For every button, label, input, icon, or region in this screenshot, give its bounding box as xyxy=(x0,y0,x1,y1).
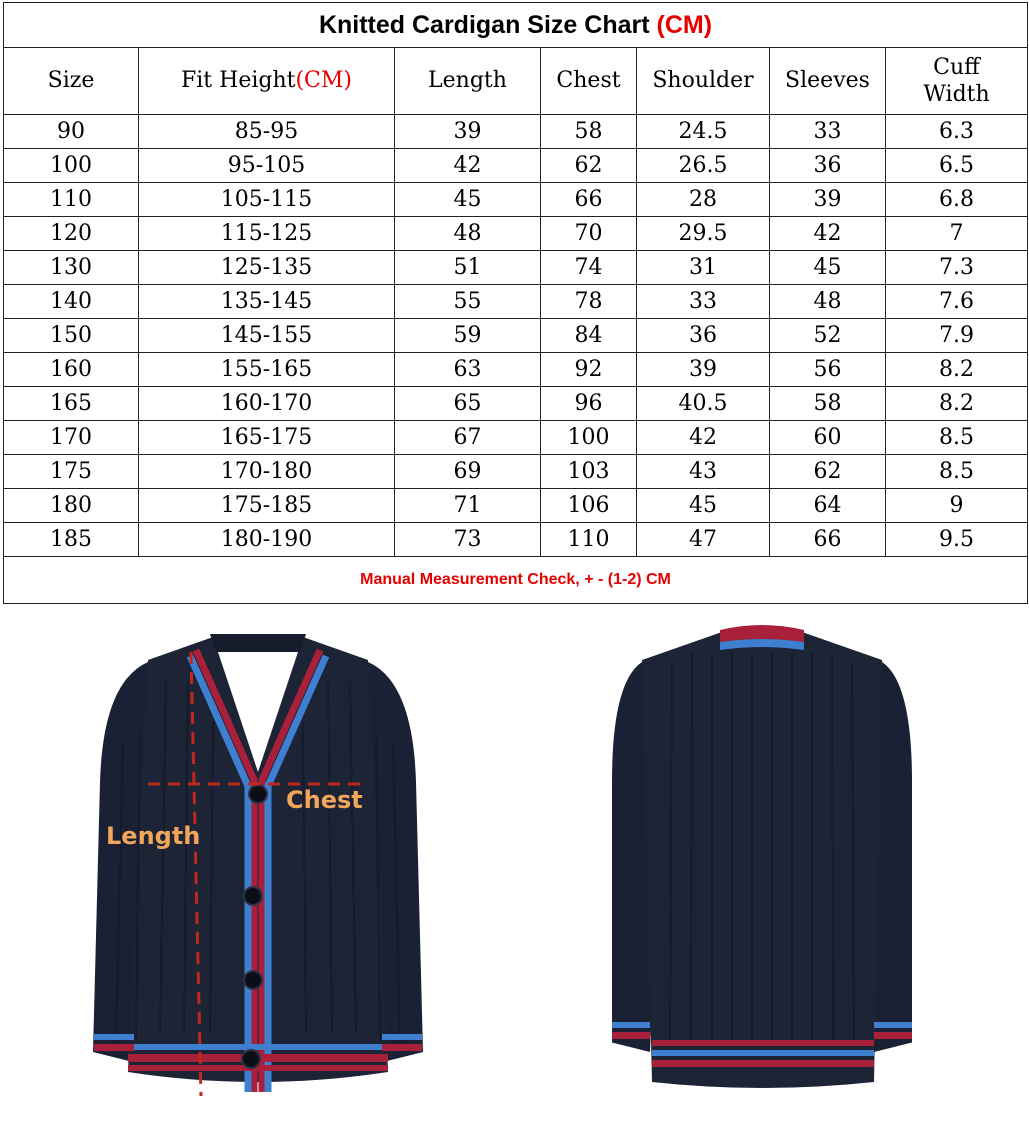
cell-length: 42 xyxy=(395,149,541,183)
cell-fit-height: 160-170 xyxy=(139,387,395,421)
cell-length: 65 xyxy=(395,387,541,421)
cell-shoulder: 24.5 xyxy=(637,115,770,149)
cell-shoulder: 40.5 xyxy=(637,387,770,421)
cell-chest: 96 xyxy=(541,387,637,421)
cell-fit-height: 105-115 xyxy=(139,183,395,217)
button-2 xyxy=(244,887,262,905)
cell-length: 59 xyxy=(395,319,541,353)
table-row xyxy=(4,251,1028,285)
cell-cuff-width: 8.5 xyxy=(886,455,1028,489)
cell-length: 55 xyxy=(395,285,541,319)
cell-shoulder: 43 xyxy=(637,455,770,489)
header-chest: Chest xyxy=(541,48,637,115)
cell-chest: 106 xyxy=(541,489,637,523)
table-row xyxy=(4,353,1028,387)
cell-size: 110 xyxy=(4,183,139,217)
cell-shoulder: 26.5 xyxy=(637,149,770,183)
table-row xyxy=(4,489,1028,523)
button-1 xyxy=(249,785,267,803)
header-fit-height-label: Fit Height xyxy=(181,68,296,94)
header-size: Size xyxy=(4,48,139,115)
table-row xyxy=(4,455,1028,489)
cell-cuff-width: 8.2 xyxy=(886,353,1028,387)
cell-shoulder: 39 xyxy=(637,353,770,387)
chest-label: Chest xyxy=(286,786,363,814)
chart-title-unit: (CM) xyxy=(656,10,713,39)
header-row xyxy=(4,48,1028,115)
cell-sleeves: 56 xyxy=(770,353,886,387)
cell-chest: 100 xyxy=(541,421,637,455)
header-cuff-width xyxy=(886,48,1028,115)
cell-fit-height: 135-145 xyxy=(139,285,395,319)
cell-cuff-width: 8.2 xyxy=(886,387,1028,421)
header-shoulder: Shoulder xyxy=(637,48,770,115)
size-chart-table xyxy=(3,2,1028,604)
cell-cuff-width: 8.5 xyxy=(886,421,1028,455)
length-label: Length xyxy=(106,822,201,850)
header-fit-height-unit: (CM) xyxy=(295,68,352,94)
cell-length: 45 xyxy=(395,183,541,217)
cell-size: 150 xyxy=(4,319,139,353)
cell-chest: 78 xyxy=(541,285,637,319)
table-row xyxy=(4,183,1028,217)
cell-cuff-width: 7.3 xyxy=(886,251,1028,285)
cell-sleeves: 66 xyxy=(770,523,886,557)
cell-fit-height: 115-125 xyxy=(139,217,395,251)
cell-sleeves: 45 xyxy=(770,251,886,285)
cell-shoulder: 29.5 xyxy=(637,217,770,251)
cardigan-front-photo xyxy=(88,622,428,1102)
cell-length: 51 xyxy=(395,251,541,285)
cell-sleeves: 52 xyxy=(770,319,886,353)
cardigan-back-photo xyxy=(612,622,912,1102)
cell-chest: 66 xyxy=(541,183,637,217)
cell-length: 71 xyxy=(395,489,541,523)
cell-chest: 110 xyxy=(541,523,637,557)
cell-fit-height: 165-175 xyxy=(139,421,395,455)
cell-fit-height: 95-105 xyxy=(139,149,395,183)
cell-size: 160 xyxy=(4,353,139,387)
cell-chest: 70 xyxy=(541,217,637,251)
cell-cuff-width: 9.5 xyxy=(886,523,1028,557)
cell-fit-height: 125-135 xyxy=(139,251,395,285)
table-row xyxy=(4,319,1028,353)
cell-size: 165 xyxy=(4,387,139,421)
cell-size: 180 xyxy=(4,489,139,523)
cell-length: 63 xyxy=(395,353,541,387)
cell-sleeves: 64 xyxy=(770,489,886,523)
cell-size: 140 xyxy=(4,285,139,319)
cell-chest: 103 xyxy=(541,455,637,489)
cell-shoulder: 31 xyxy=(637,251,770,285)
cell-shoulder: 42 xyxy=(637,421,770,455)
cell-cuff-width: 7.6 xyxy=(886,285,1028,319)
cell-chest: 62 xyxy=(541,149,637,183)
cell-fit-height: 155-165 xyxy=(139,353,395,387)
button-4 xyxy=(242,1050,260,1068)
header-fit-height xyxy=(139,48,395,115)
cell-cuff-width: 9 xyxy=(886,489,1028,523)
cell-shoulder: 28 xyxy=(637,183,770,217)
table-row xyxy=(4,421,1028,455)
cell-chest: 84 xyxy=(541,319,637,353)
cell-sleeves: 58 xyxy=(770,387,886,421)
cell-fit-height: 180-190 xyxy=(139,523,395,557)
cell-cuff-width: 6.5 xyxy=(886,149,1028,183)
cell-chest: 58 xyxy=(541,115,637,149)
measurement-note: Manual Measurement Check, + - (1-2) CM xyxy=(4,557,1028,604)
cell-size: 170 xyxy=(4,421,139,455)
cell-length: 39 xyxy=(395,115,541,149)
cell-sleeves: 62 xyxy=(770,455,886,489)
cell-cuff-width: 7.9 xyxy=(886,319,1028,353)
cell-size: 100 xyxy=(4,149,139,183)
header-length: Length xyxy=(395,48,541,115)
cell-shoulder: 45 xyxy=(637,489,770,523)
cell-shoulder: 33 xyxy=(637,285,770,319)
table-row xyxy=(4,115,1028,149)
cell-cuff-width: 6.8 xyxy=(886,183,1028,217)
cell-cuff-width: 7 xyxy=(886,217,1028,251)
cell-fit-height: 145-155 xyxy=(139,319,395,353)
cell-size: 120 xyxy=(4,217,139,251)
cell-length: 73 xyxy=(395,523,541,557)
cell-shoulder: 47 xyxy=(637,523,770,557)
table-row xyxy=(4,523,1028,557)
cell-fit-height: 170-180 xyxy=(139,455,395,489)
cell-fit-height: 175-185 xyxy=(139,489,395,523)
table-row xyxy=(4,149,1028,183)
cell-sleeves: 39 xyxy=(770,183,886,217)
header-sleeves: Sleeves xyxy=(770,48,886,115)
cell-sleeves: 42 xyxy=(770,217,886,251)
cell-sleeves: 48 xyxy=(770,285,886,319)
header-cuff-width-line2: Width xyxy=(923,82,990,107)
cell-chest: 92 xyxy=(541,353,637,387)
cell-cuff-width: 6.3 xyxy=(886,115,1028,149)
cell-sleeves: 33 xyxy=(770,115,886,149)
cell-size: 130 xyxy=(4,251,139,285)
size-rows xyxy=(4,115,1028,557)
cell-length: 67 xyxy=(395,421,541,455)
cell-size: 175 xyxy=(4,455,139,489)
cell-fit-height: 85-95 xyxy=(139,115,395,149)
cell-length: 69 xyxy=(395,455,541,489)
cell-chest: 74 xyxy=(541,251,637,285)
chart-title-text: Knitted Cardigan Size Chart xyxy=(318,10,657,39)
cell-shoulder: 36 xyxy=(637,319,770,353)
button-3 xyxy=(244,971,262,989)
table-row xyxy=(4,217,1028,251)
cell-sleeves: 36 xyxy=(770,149,886,183)
cell-sleeves: 60 xyxy=(770,421,886,455)
header-cuff-width-line1: Cuff xyxy=(933,54,980,80)
cell-length: 48 xyxy=(395,217,541,251)
table-row xyxy=(4,387,1028,421)
table-row xyxy=(4,285,1028,319)
cell-size: 90 xyxy=(4,115,139,149)
chart-title xyxy=(4,3,1028,48)
cell-size: 185 xyxy=(4,523,139,557)
